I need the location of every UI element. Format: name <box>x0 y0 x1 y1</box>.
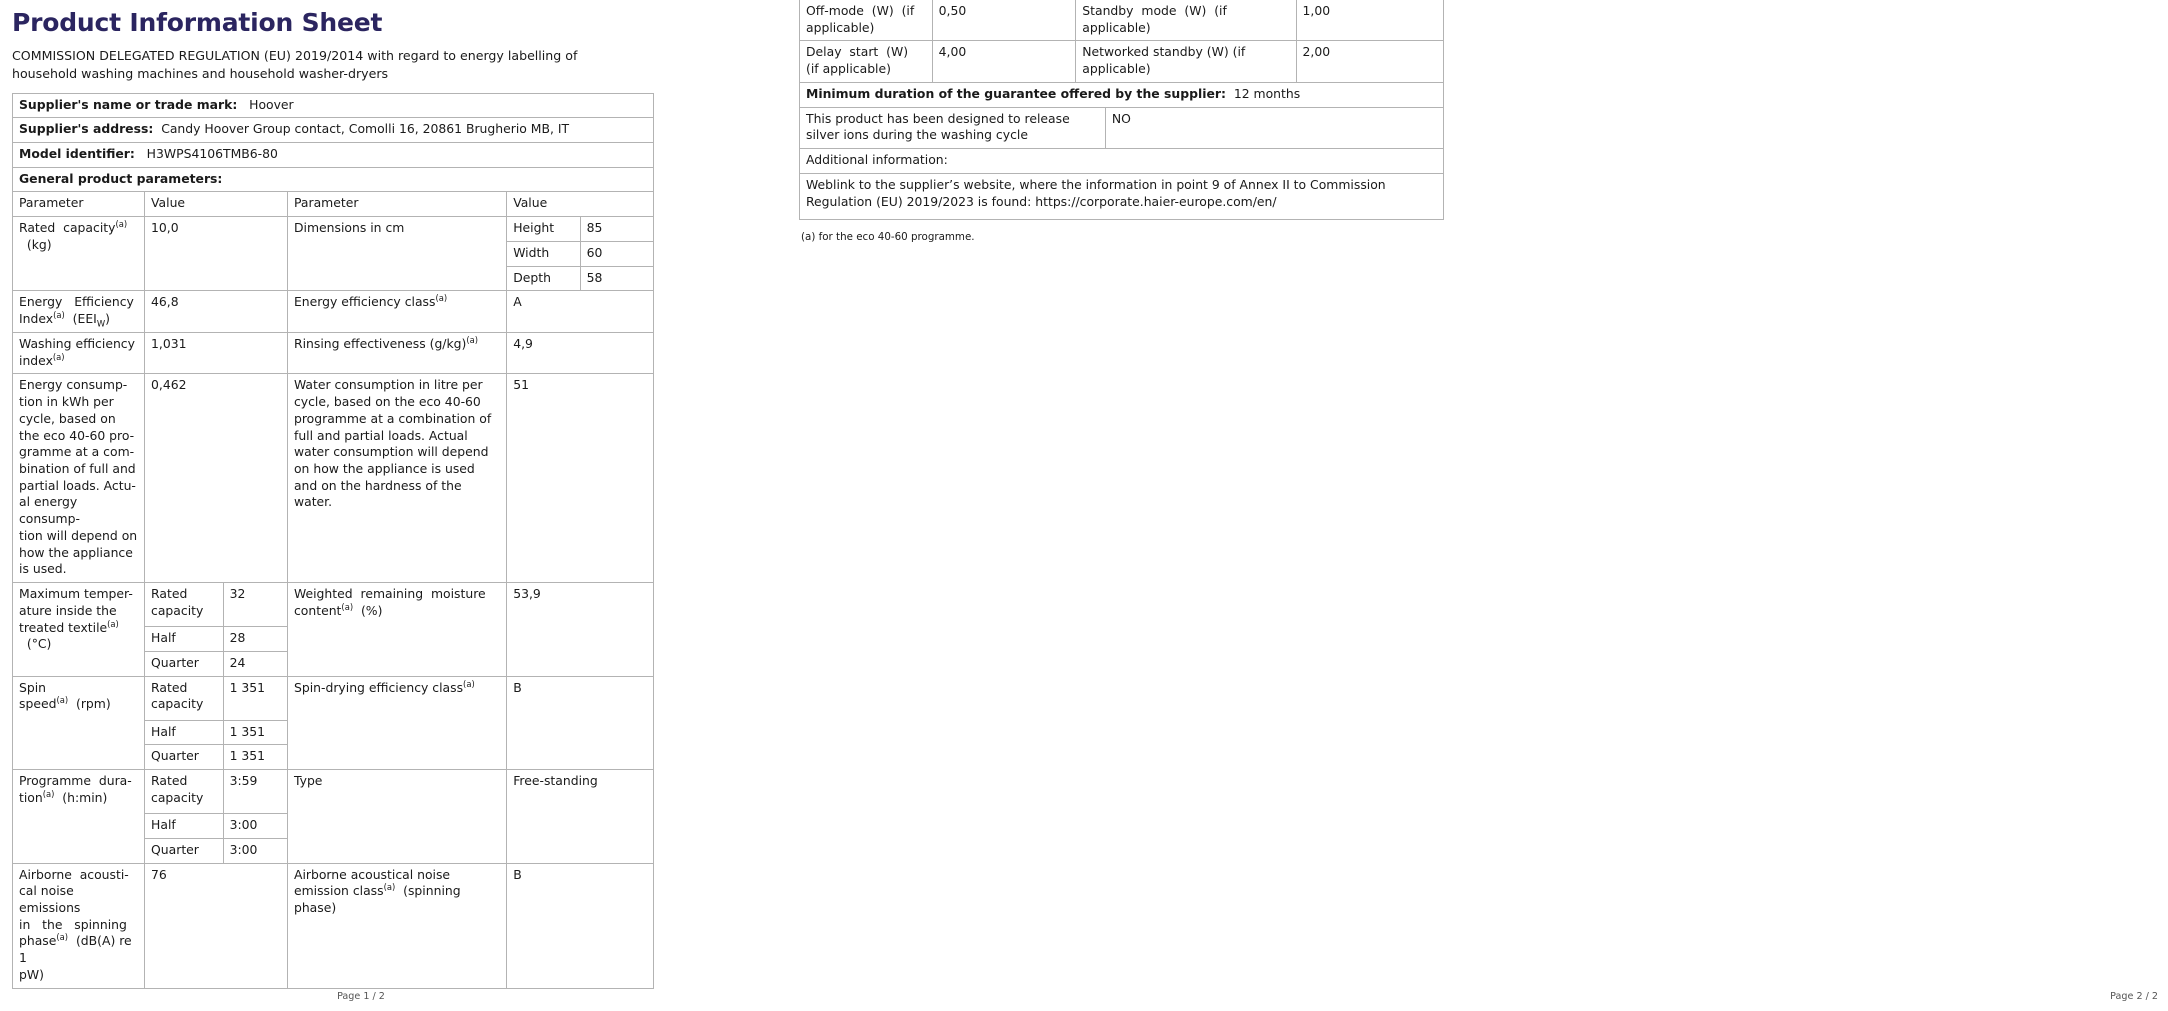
washing-efficiency-value: 1,031 <box>145 332 288 373</box>
moisture-content-label: Weighted remaining moisture content$^{(a)}$ (%) <box>287 583 506 676</box>
max-temperature-group <box>145 583 288 676</box>
table-row <box>145 627 287 652</box>
noise-class-label: Airborne acoustical noise emission class$^{(a)}$ (spinning phase) <box>287 863 506 988</box>
table-row <box>145 814 287 839</box>
energy-class-value: A <box>507 291 654 332</box>
dimension-depth-value: 58 <box>580 266 653 290</box>
moisture-content-value: 53,9 <box>507 583 654 676</box>
table-row <box>145 651 287 675</box>
dimension-height-value: 85 <box>580 217 653 241</box>
page-2 <box>723 0 2158 1011</box>
page-number-right: Page 2 / 2 <box>2110 991 2158 1002</box>
off-mode-label: Off-mode (W) (if applicable) <box>800 0 933 41</box>
noise-value: 76 <box>145 863 288 988</box>
supplier-name-label: Supplier's name or trade mark: <box>19 96 238 112</box>
table-row <box>507 266 653 290</box>
prog-half-value: 3:00 <box>223 814 287 839</box>
table-row <box>145 583 287 627</box>
product-parameters-table <box>12 191 654 988</box>
table-row <box>145 745 287 769</box>
spin-rated-label: Rated capacity <box>145 677 223 721</box>
table-row <box>145 677 287 721</box>
spin-class-label: Spin-drying efficiency class$^{(a)}$ <box>287 676 506 769</box>
max-temperature-label: Maximum temper- ature inside the treated textile$^{(a)}$ (°C) <box>13 583 145 676</box>
silver-ions-label: This product has been designed to release silver ions during the washing cycle <box>800 107 1106 148</box>
header-parameter-2: Parameter <box>287 192 506 217</box>
eei-label: Energy Efficiency Index$^{(a)}$ $(EEI_W)$ <box>13 291 145 332</box>
power-modes-table <box>799 0 1444 108</box>
standby-mode-value: 1,00 <box>1296 0 1444 41</box>
table-row-guarantee <box>800 82 1444 107</box>
supplier-address-label: Supplier's address: <box>19 121 154 137</box>
off-mode-value: 0,50 <box>932 0 1076 41</box>
prog-quarter-label: Quarter <box>145 838 223 862</box>
prog-rated-value: 3:59 <box>223 770 287 814</box>
guarantee-value: 12 months <box>1233 85 1301 101</box>
table-row-eei <box>13 291 654 332</box>
max-temp-rated-label: Rated capacity <box>145 583 223 627</box>
model-identifier-value: H3WPS4106TMB6-80 <box>146 145 278 161</box>
programme-duration-table <box>145 770 287 862</box>
max-temp-rated-value: 32 <box>223 583 287 627</box>
table-row <box>13 167 654 192</box>
table-row-off-mode <box>800 0 1444 41</box>
table-row <box>13 93 654 118</box>
rated-capacity-value: 10,0 <box>145 217 288 291</box>
header-parameter-1: Parameter <box>13 192 145 217</box>
rinsing-effectiveness-label: Rinsing effectiveness $(g/kg)^{(a)}$ <box>287 332 506 373</box>
supplier-name-value: Hoover <box>249 96 294 112</box>
guarantee-label: Minimum duration of the guarantee offered by the supplier: <box>806 85 1226 101</box>
model-identifier-label: Model identifier: <box>19 145 135 161</box>
type-value: Free-standing <box>507 770 654 863</box>
supplier-weblink-text[interactable]: Weblink to the supplier’s website, where the information in point 9 of Annex II to Commission Regulation (EU) 2019/2023 is found: https://corporate.haier-europe.com/en/ <box>800 173 1444 219</box>
page-1 <box>0 0 722 1011</box>
delay-start-value: 4,00 <box>932 41 1076 82</box>
max-temperature-table <box>145 583 287 675</box>
dimension-depth-label: Depth <box>507 266 580 290</box>
energy-class-label: Energy efficiency class$^{(a)}$ <box>287 291 506 332</box>
footnote-eco-programme: (a) for the eco 40-60 programme. <box>801 231 975 244</box>
spin-quarter-value: 1 351 <box>223 745 287 769</box>
table-row <box>507 217 653 241</box>
general-parameters-label: General product parameters: <box>19 170 223 186</box>
washing-efficiency-label: Washing efficiency index$^{(a)}$ <box>13 332 145 373</box>
table-row <box>145 838 287 862</box>
table-header-row <box>13 192 654 217</box>
max-temp-quarter-value: 24 <box>223 651 287 675</box>
table-row-weblink <box>800 173 1444 219</box>
table-row-washing-efficiency <box>13 332 654 373</box>
supplier-name-cell <box>13 93 654 118</box>
dimensions-table <box>507 217 653 290</box>
regulation-subtitle: COMMISSION DELEGATED REGULATION (EU) 2019/2014 with regard to energy labelling of household washing machines and household washer-dryers <box>12 48 578 82</box>
table-row-max-temperature <box>13 583 654 676</box>
table-row <box>13 142 654 167</box>
silver-ions-table <box>799 107 1444 149</box>
table-row-energy-consumption <box>13 374 654 583</box>
guarantee-cell <box>800 82 1444 107</box>
page-number-left: Page 1 / 2 <box>337 991 385 1002</box>
noise-class-value: B <box>507 863 654 988</box>
header-value-1: Value <box>145 192 288 217</box>
eei-value: 46,8 <box>145 291 288 332</box>
spin-quarter-label: Quarter <box>145 745 223 769</box>
table-row <box>145 770 287 814</box>
page-title: Product Information Sheet <box>12 8 383 37</box>
max-temp-quarter-label: Quarter <box>145 651 223 675</box>
noise-label: Airborne acousti- cal noise emissions in the spinning phase$^{(a)}$ (dB(A) re 1 pW) <box>13 863 145 988</box>
additional-information-table <box>799 148 1444 220</box>
programme-duration-group <box>145 770 288 863</box>
table-row <box>13 118 654 143</box>
dimension-width-value: 60 <box>580 241 653 266</box>
networked-standby-value: 2,00 <box>1296 41 1444 82</box>
silver-ions-value: NO <box>1105 107 1443 148</box>
networked-standby-label: Networked standby (W) (if applicable) <box>1076 41 1296 82</box>
table-row <box>145 720 287 745</box>
supplier-address-cell <box>13 118 654 143</box>
table-row-noise <box>13 863 654 988</box>
dimensions-group <box>507 217 654 291</box>
prog-half-label: Half <box>145 814 223 839</box>
type-label: Type <box>287 770 506 863</box>
table-row-rated-capacity <box>13 217 654 291</box>
water-consumption-value: 51 <box>507 374 654 583</box>
additional-info-label: Additional information: <box>800 149 1444 174</box>
spin-half-label: Half <box>145 720 223 745</box>
model-identifier-cell <box>13 142 654 167</box>
table-row-additional-info <box>800 149 1444 174</box>
water-consumption-label: Water consumption in litre per cycle, based on the eco 40-60 programme at a combination of full and partial loads. Actual water consumption will depend on how the appliance is used and on the hardness of the water. <box>287 374 506 583</box>
prog-rated-label: Rated capacity <box>145 770 223 814</box>
supplier-address-value: Candy Hoover Group contact, Comolli 16, 20861 Brugherio MB, IT <box>161 121 570 137</box>
dimensions-label: Dimensions in cm <box>287 217 506 291</box>
header-value-2: Value <box>507 192 654 217</box>
spin-speed-table <box>145 677 287 769</box>
dimension-height-label: Height <box>507 217 580 241</box>
dimension-width-label: Width <box>507 241 580 266</box>
spin-speed-group <box>145 676 288 769</box>
table-row-programme-duration <box>13 770 654 863</box>
energy-consumption-label: Energy consump- tion in kWh per cycle, based on the eco 40-60 pro- gramme at a com- bination of full and partial loads. Actu- al energy consump- tion will depend on how the appliance is used. <box>13 374 145 583</box>
spin-speed-label: Spin speed$^{(a)}$ (rpm) <box>13 676 145 769</box>
table-row-delay-start <box>800 41 1444 82</box>
supplier-info-table <box>12 93 654 193</box>
table-row <box>507 241 653 266</box>
energy-consumption-value: 0,462 <box>145 374 288 583</box>
table-row-silver-ions <box>800 107 1444 148</box>
max-temp-half-label: Half <box>145 627 223 652</box>
standby-mode-label: Standby mode (W) (if applicable) <box>1076 0 1296 41</box>
delay-start-label: Delay start (W) (if applicable) <box>800 41 933 82</box>
general-parameters-cell <box>13 167 654 192</box>
rinsing-effectiveness-value: 4,9 <box>507 332 654 373</box>
programme-duration-label: Programme dura- tion$^{(a)}$ (h:min) <box>13 770 145 863</box>
spin-half-value: 1 351 <box>223 720 287 745</box>
table-row-spin-speed <box>13 676 654 769</box>
rated-capacity-label: Rated capacity$^{(a)}$ (kg) <box>13 217 145 291</box>
prog-quarter-value: 3:00 <box>223 838 287 862</box>
max-temp-half-value: 28 <box>223 627 287 652</box>
spin-rated-value: 1 351 <box>223 677 287 721</box>
spin-class-value: B <box>507 676 654 769</box>
